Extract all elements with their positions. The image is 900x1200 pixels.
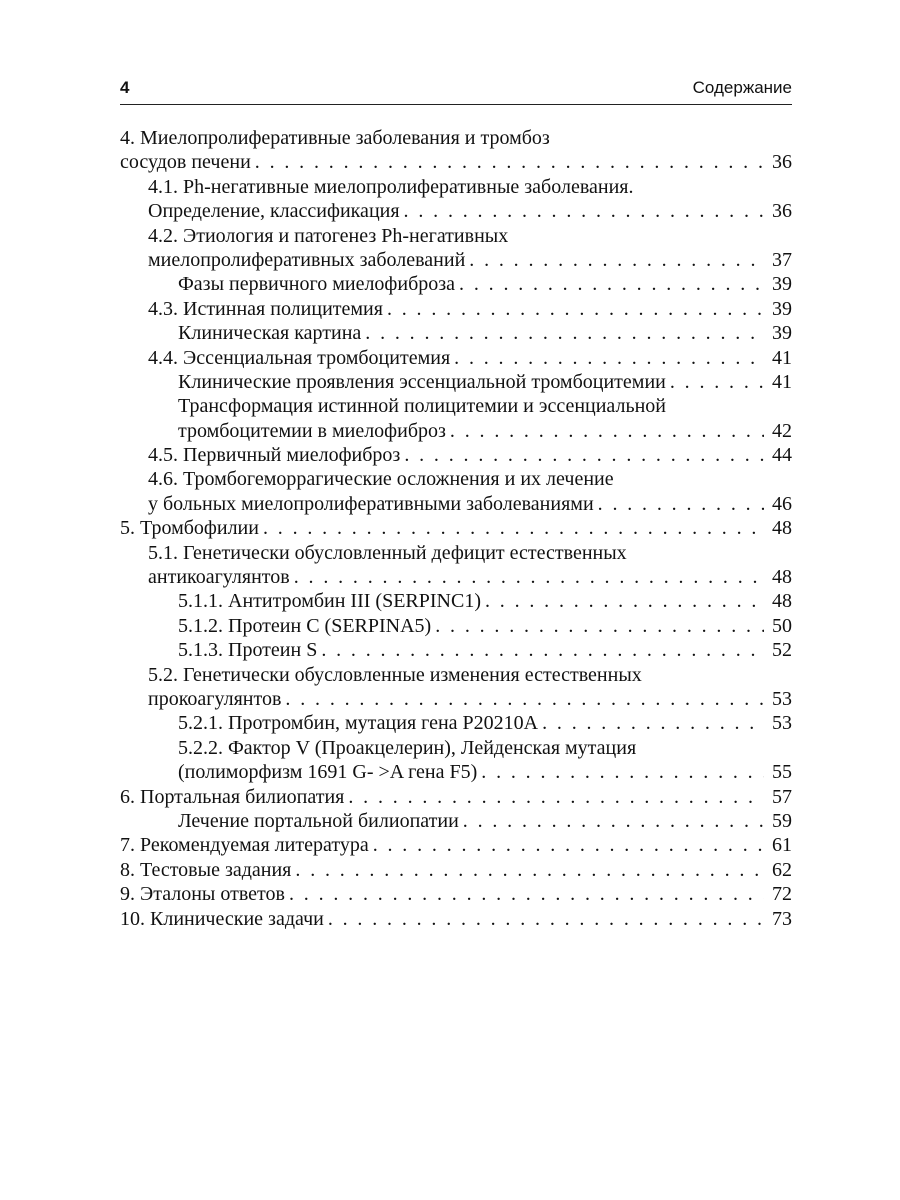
toc-page-number: 36 [772,151,792,174]
toc-entry-title: 4.6. Тромбогеморрагические осложнения и их лечение [148,468,614,491]
toc-entry-title: антикоагулянтов [148,566,290,589]
toc-entry-title: 5.1.1. Антитромбин III (SERPINC1) [178,590,481,613]
toc-entry-title: тромбоцитемии в миелофиброз [178,419,446,442]
toc-entry-title: 5.2. Генетически обусловленные изменения естественных [148,663,642,686]
toc-entry-title: 6. Портальная билиопатия [120,785,345,808]
toc-entry-title: 8. Тестовые задания [120,858,292,881]
toc-entry-line [120,126,792,150]
toc-entry-line [120,589,792,613]
toc-entry-title: 5.2.2. Фактор V (Проакцелерин), Лейденская мутация [178,736,637,759]
running-title: Содержание [692,78,792,97]
dot-leader [294,565,764,589]
toc-entry-title: 5.1. Генетически обусловленный дефицит естественных [148,541,627,564]
toc-entry-line [120,687,792,711]
toc-page-number: 36 [772,200,792,223]
toc-entry-line [120,833,792,857]
toc-entry-line [120,492,792,516]
toc-entry-title: Фазы первичного миелофиброза [178,273,456,296]
toc-entry-title: 4.2. Этиология и патогенез Ph-негативных [148,224,509,247]
toc-entry-title: 5.2.1. Протромбин, мутация гена P20210A [178,712,539,735]
table-of-contents [120,126,792,931]
toc-page-number: 42 [772,419,792,442]
toc-page-number: 59 [772,809,792,832]
toc-entry-line [120,638,792,662]
toc-page-number: 39 [772,322,792,345]
toc-page-number: 50 [772,614,792,637]
dot-leader [454,346,764,370]
toc-entry-line [120,321,792,345]
toc-page-number: 62 [772,858,792,881]
toc-entry-line [120,467,792,491]
toc-entry-line [120,882,792,906]
dot-leader [485,589,764,613]
dot-leader [295,858,764,882]
toc-entry-line [120,370,792,394]
toc-page-number: 46 [772,492,792,515]
page-header [120,78,792,100]
toc-entry-title: 4. Миелопролиферативные заболевания и тромбоз [120,127,550,149]
dot-leader [321,638,764,662]
dot-leader [387,297,764,321]
toc-page-number: 41 [772,370,792,393]
toc-page-number: 48 [772,590,792,613]
toc-page-number: 55 [772,761,792,784]
toc-entry-title: (полиморфизм 1691 G- >A гена F5) [178,761,478,784]
toc-entry-title: Клиническая картина [178,322,362,345]
toc-entry-line [120,248,792,272]
toc-entry-title: 7. Рекомендуемая литература [120,834,369,857]
toc-page-number: 48 [772,517,792,540]
dot-leader [435,614,764,638]
dot-leader [598,492,764,516]
toc-page-number: 37 [772,248,792,271]
toc-entry-line [120,419,792,443]
dot-leader [285,687,764,711]
toc-page-number: 57 [772,785,792,808]
dot-leader [373,833,764,857]
toc-entry-title: 5.1.3. Протеин S [178,639,318,662]
toc-page-number: 61 [772,834,792,857]
toc-entry-title: 4.4. Эссенциальная тромбоцитемия [148,346,451,369]
toc-entry-line [120,907,792,931]
dot-leader [469,248,764,272]
toc-entry-line [120,614,792,638]
toc-entry-title: 5.1.2. Протеин C (SERPINA5) [178,614,432,637]
toc-entry-line [120,785,792,809]
toc-entry-title: Клинические проявления эссенциальной тромбоцитемии [178,370,666,393]
toc-page-number: 52 [772,639,792,662]
toc-entry-title: прокоагулянтов [148,687,282,710]
toc-entry-line [120,394,792,418]
toc-entry-title: 10. Клинические задачи [120,907,324,930]
toc-page-number: 73 [772,907,792,930]
dot-leader [289,882,764,906]
toc-entry-line [120,736,792,760]
toc-page-number: 44 [772,444,792,467]
toc-page-number: 72 [772,883,792,906]
toc-entry-title: Определение, классификация [148,200,400,223]
dot-leader [463,809,764,833]
toc-page-number: 53 [772,687,792,710]
toc-entry-title: 4.1. Ph-негативные миелопролиферативные заболевания. [148,175,634,198]
toc-entry-line [120,224,792,248]
toc-entry-line [120,346,792,370]
toc-entry-title: сосудов печени [120,151,251,174]
dot-leader [481,760,764,784]
toc-page-number: 39 [772,297,792,320]
dot-leader [255,150,764,174]
toc-entry-title: у больных миелопролиферативными заболеваниями [148,492,594,515]
toc-entry-line [120,711,792,735]
header-rule [120,104,792,105]
toc-entry-line [120,809,792,833]
toc-entry-line [120,516,792,540]
toc-entry-line [120,760,792,784]
dot-leader [450,419,764,443]
dot-leader [348,785,764,809]
dot-leader [328,907,764,931]
dot-leader [670,370,764,394]
toc-entry-line [120,272,792,296]
dot-leader [404,199,764,223]
toc-entry-title: Трансформация истинной полицитемии и эссенциальной [178,395,666,418]
toc-entry-line [120,150,792,174]
dot-leader [404,443,764,467]
toc-entry-title: 4.3. Истинная полицитемия [148,297,383,320]
toc-entry-line [120,663,792,687]
toc-entry-line [120,297,792,321]
dot-leader [459,272,764,296]
toc-entry-title: миелопролиферативных заболеваний [148,248,466,271]
toc-entry-title: 9. Эталоны ответов [120,883,285,906]
toc-entry-title: 5. Тромбофилии [120,517,259,540]
toc-entry-line [120,541,792,565]
toc-entry-title: 4.5. Первичный миелофиброз [148,444,401,467]
toc-entry-line [120,565,792,589]
toc-page-number: 39 [772,273,792,296]
page-number: 4 [120,78,130,97]
dot-leader [365,321,764,345]
toc-page-number: 48 [772,566,792,589]
toc-entry-line [120,199,792,223]
toc-entry-line [120,858,792,882]
dot-leader [542,711,764,735]
toc-entry-line [120,175,792,199]
dot-leader [263,516,764,540]
toc-entry-title: Лечение портальной билиопатии [178,809,459,832]
toc-entry-line [120,443,792,467]
toc-page-number: 41 [772,346,792,369]
toc-page-number: 53 [772,712,792,735]
